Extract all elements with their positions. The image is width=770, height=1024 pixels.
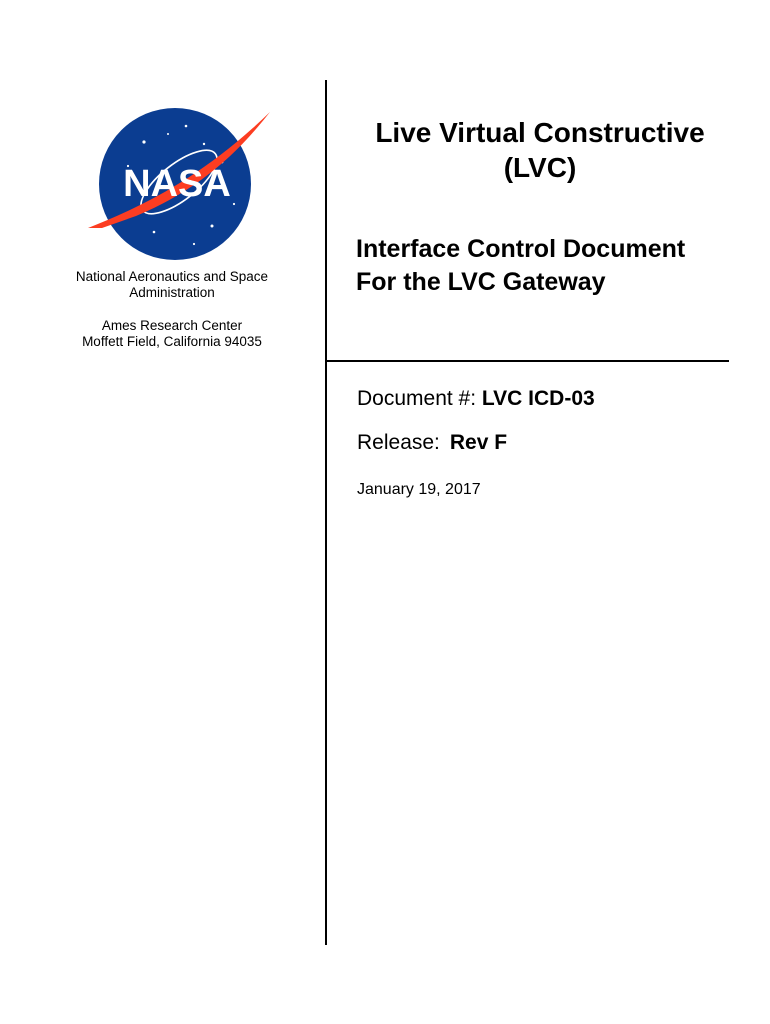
agency-name-line1: National Aeronautics and Space bbox=[75, 269, 269, 284]
horizontal-divider bbox=[326, 360, 729, 362]
vertical-divider bbox=[325, 80, 327, 945]
release-value: Rev F bbox=[449, 431, 508, 454]
document-subtitle bbox=[356, 233, 756, 299]
release bbox=[357, 431, 507, 455]
document-date: January 19, 2017 bbox=[357, 481, 481, 498]
document-title-line1: Live Virtual Constructive bbox=[375, 117, 705, 148]
research-center-address: Moffett Field, California 94035 bbox=[82, 334, 262, 349]
research-center bbox=[62, 318, 282, 350]
document-subtitle-line1: Interface Control Document bbox=[356, 235, 686, 263]
nasa-meatball-icon bbox=[84, 104, 274, 264]
nasa-logo bbox=[84, 104, 274, 264]
agency-name bbox=[62, 269, 282, 301]
agency-name-line2: Administration bbox=[129, 285, 215, 300]
document-number-value: LVC ICD-03 bbox=[481, 387, 595, 410]
document-title-line2: (LVC) bbox=[503, 152, 577, 183]
document-number bbox=[357, 387, 595, 411]
document-title bbox=[340, 115, 740, 185]
document-number-label: Document #: bbox=[357, 387, 477, 410]
svg-text:NASA: NASA bbox=[123, 163, 231, 205]
release-label: Release: bbox=[357, 431, 440, 454]
document-subtitle-line2: For the LVC Gateway bbox=[356, 268, 606, 296]
research-center-name: Ames Research Center bbox=[101, 318, 243, 333]
